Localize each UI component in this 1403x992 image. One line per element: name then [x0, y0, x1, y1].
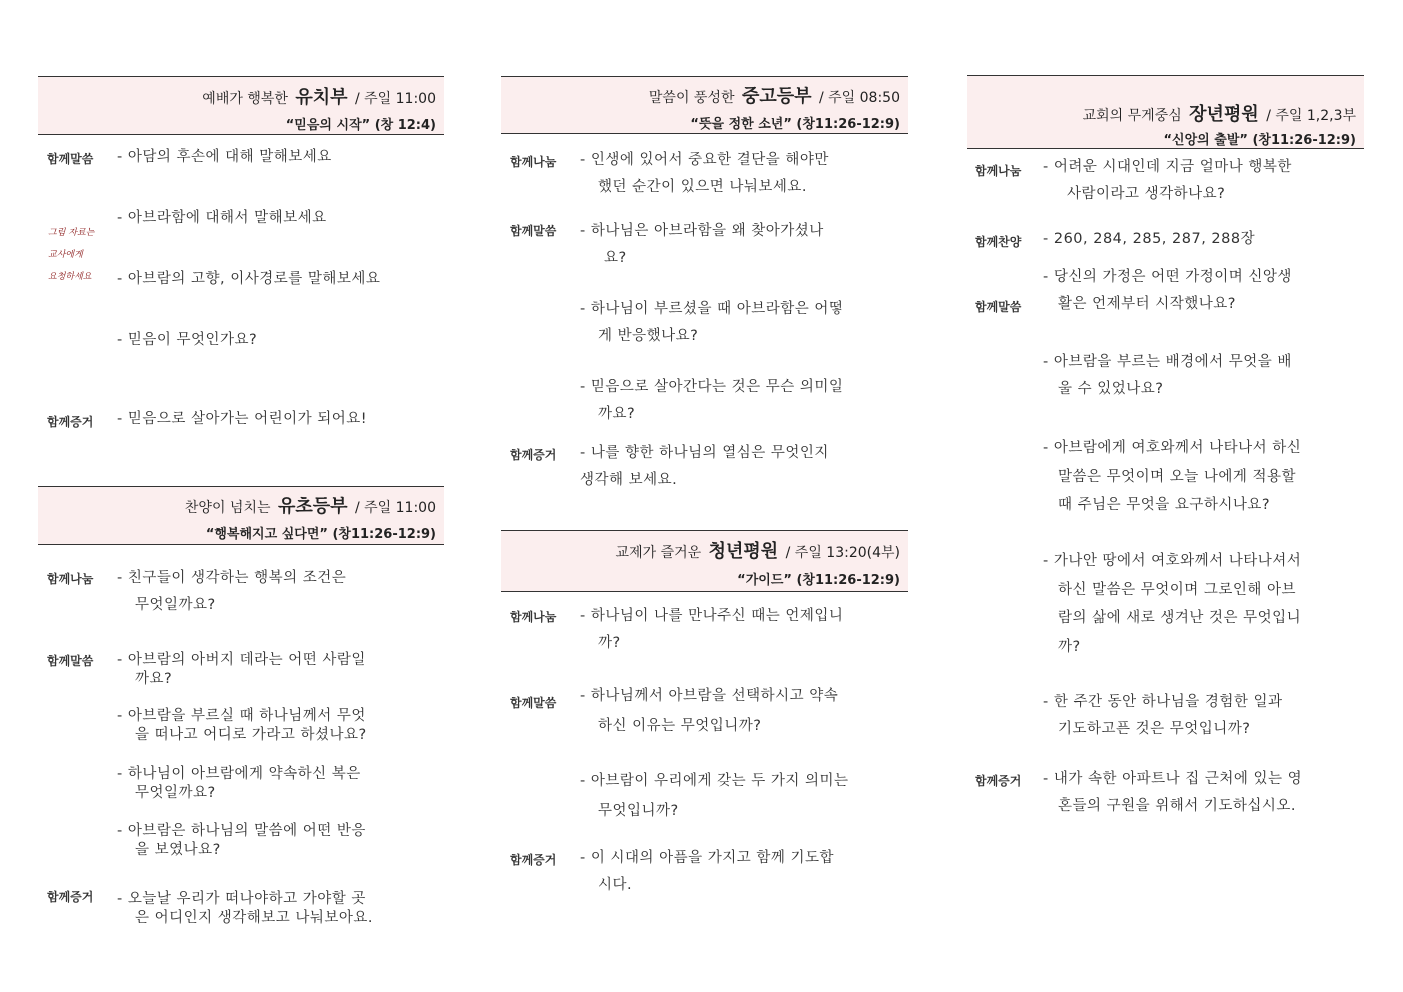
list-item — [580, 218, 824, 272]
dept-name: 장년평원 — [1189, 104, 1259, 125]
text-line: - 오늘날 우리가 떠나야하고 가야할 곳 — [117, 891, 366, 907]
lesson-theme: “뜻을 정한 소년” (창11:26-12:9) — [690, 117, 900, 132]
text-line: - 한 주간 동안 하나님을 경험한 일과 — [1043, 694, 1283, 710]
list-item — [117, 822, 366, 860]
list-item — [580, 681, 838, 741]
text-line: 까? — [1058, 638, 1081, 655]
text-line: - 아브람을 부르실 때 하나님께서 무엇 — [117, 708, 366, 724]
text-line: - 가나안 땅에서 여호와께서 나타나셔서 — [1043, 553, 1302, 569]
list-item — [117, 765, 361, 803]
text-line: 하신 말씀은 무엇이며 그로인해 아브 — [1058, 581, 1297, 598]
text-line: 혼들의 구원을 위해서 기도하십시오. — [1058, 798, 1297, 814]
youth-header — [501, 76, 908, 134]
text-line: 하신 이유는 무엇입니까? — [598, 718, 762, 734]
list-item — [580, 374, 843, 428]
list-item — [1043, 547, 1301, 661]
text-line: - 아브람을 부르는 배경에서 무엇을 배 — [1043, 354, 1292, 370]
service-time: / 주일 11:00 — [354, 91, 436, 107]
service-time: / 주일 1,2,3부 — [1266, 108, 1356, 124]
share-text — [580, 603, 843, 657]
text-line: 생각해 보세요. — [580, 472, 678, 488]
adult-header — [967, 75, 1364, 149]
adult-title — [1083, 100, 1356, 126]
share-text — [117, 565, 346, 619]
elem-title — [185, 492, 436, 518]
witness-text: - 믿음으로 살아가는 어린이가 되어요! — [117, 411, 368, 427]
label-witness: 함께증거 — [510, 853, 557, 867]
text-line: 은 어디인지 생각해보고 나눠보아요. — [135, 910, 374, 926]
elem-header — [38, 486, 444, 545]
text-line: - 아브람의 아버지 데라는 어떤 사람일 — [117, 652, 366, 668]
text-line: 까요? — [598, 406, 636, 422]
text-line: 게 반응했나요? — [598, 328, 699, 344]
text-line: 을 떠나고 어디로 가라고 하셨나요? — [135, 727, 367, 743]
lesson-theme: “신앙의 출발” (창11:26-12:9) — [1163, 133, 1356, 148]
service-time: / 주일 08:50 — [818, 90, 900, 106]
text-line: 무엇일까요? — [135, 597, 216, 613]
label-word: 함께말씀 — [510, 696, 557, 710]
text-line: - 어려운 시대인데 지금 얼마나 행복한 — [1043, 159, 1292, 175]
note-line: 교사에게 — [48, 250, 83, 260]
label-witness: 함께증거 — [47, 415, 94, 429]
dept-prefix: 예배가 행복한 — [202, 91, 288, 107]
list-item — [117, 651, 366, 689]
text-line: - 하나님께서 아브람을 선택하시고 약속 — [580, 688, 839, 704]
text-line: 했던 순간이 있으면 나눠보세요. — [598, 179, 808, 195]
text-line: - 하나님이 부르셨을 때 아브라함은 어떻 — [580, 301, 844, 317]
text-line: 사람이라고 생각하나요? — [1067, 186, 1226, 202]
witness-text — [580, 845, 834, 899]
text-line: 요? — [604, 250, 627, 266]
young-title — [616, 537, 900, 563]
text-line: 때 주님은 무엇을 요구하시나요? — [1058, 497, 1271, 513]
share-text — [1043, 154, 1292, 208]
text-line: - 하나님은 아브라함을 왜 찾아가셨나 — [580, 223, 824, 239]
text-line: 까요? — [135, 671, 173, 687]
dept-name: 유치부 — [295, 87, 348, 108]
text-line: - 이 시대의 아픔을 가지고 함께 기도합 — [580, 850, 834, 866]
lesson-theme: “믿음의 시작” (창 12:4) — [285, 118, 436, 133]
label-word: 함께말씀 — [47, 654, 94, 668]
list-item: - 아브라함에 대해서 말해보세요 — [117, 210, 327, 226]
dept-name: 중고등부 — [741, 86, 812, 107]
text-line: - 아브람이 우리에게 갖는 두 가지 의미는 — [580, 773, 849, 789]
lesson-theme: “가이드” (창11:26-12:9) — [737, 573, 900, 588]
kinder-title — [202, 83, 436, 109]
dept-prefix: 찬양이 넘치는 — [184, 500, 271, 516]
dept-name: 유초등부 — [277, 496, 348, 517]
note-line: 요청하세요 — [48, 272, 92, 282]
text-line: 까? — [598, 635, 621, 651]
label-praise: 함께찬양 — [975, 235, 1022, 249]
text-line: - 당신의 가정은 어떤 가정이며 신앙생 — [1043, 269, 1292, 285]
share-text — [580, 147, 829, 201]
text-line: - 아브람에게 여호와께서 나타나서 하신 — [1043, 440, 1302, 456]
witness-text — [580, 440, 829, 494]
text-line: 람의 삶에 새로 생겨난 것은 무엇입니 — [1058, 610, 1302, 626]
label-word: 함께말씀 — [975, 300, 1022, 314]
list-item — [1043, 434, 1301, 520]
text-line: - 친구들이 생각하는 행복의 조건은 — [117, 570, 347, 586]
kinder-header — [38, 76, 444, 135]
text-line: 을 보였나요? — [135, 842, 221, 858]
label-share: 함께나눔 — [47, 572, 94, 586]
text-line: 시다. — [598, 877, 633, 893]
label-witness: 함께증거 — [975, 774, 1022, 788]
label-share: 함께나눔 — [975, 164, 1022, 178]
service-time: / 주일 13:20(4부) — [785, 545, 900, 561]
list-item — [580, 296, 843, 350]
list-item — [1043, 689, 1282, 743]
dept-name: 청년평원 — [708, 541, 779, 562]
witness-text — [1043, 766, 1302, 820]
list-item: - 믿음이 무엇인가요? — [117, 332, 258, 348]
service-time: / 주일 11:00 — [354, 500, 436, 516]
text-line: - 인생에 있어서 중요한 결단을 해야만 — [580, 152, 829, 168]
dept-prefix: 교제가 즐거운 — [615, 545, 702, 561]
list-item — [1043, 264, 1292, 318]
dept-prefix: 교회의 무게중심 — [1082, 108, 1182, 124]
note-line: 그림 자료는 — [48, 228, 95, 238]
lesson-theme: “행복해지고 싶다면” (창11:26-12:9) — [205, 527, 436, 542]
text-line: - 아브람은 하나님의 말씀에 어떤 반응 — [117, 823, 366, 839]
witness-text — [117, 890, 373, 928]
list-item — [1043, 349, 1292, 403]
youth-title — [649, 82, 900, 108]
text-line: 활은 언제부터 시작했나요? — [1058, 296, 1236, 312]
text-line: - 나를 향한 하나님의 열심은 무엇인지 — [580, 445, 829, 461]
text-line: 기도하고픈 것은 무엇입니까? — [1058, 721, 1251, 737]
young-header — [501, 530, 908, 592]
text-line: 울 수 있었나요? — [1058, 381, 1164, 397]
list-item — [580, 766, 849, 826]
label-word: 함께말씀 — [510, 224, 557, 238]
note-picture-material — [48, 222, 94, 288]
text-line: - 하나님이 나를 만나주신 때는 언제입니 — [580, 608, 844, 624]
label-witness: 함께증거 — [510, 448, 557, 462]
list-item — [117, 707, 367, 745]
text-line: - 믿음으로 살아간다는 것은 무슨 의미일 — [580, 379, 844, 395]
label-witness: 함께증거 — [47, 890, 94, 904]
text-line: 말씀은 무엇이며 오늘 나에게 적용할 — [1058, 468, 1297, 485]
text-line: - 하나님이 아브람에게 약속하신 복은 — [117, 766, 361, 782]
list-item: - 아브람의 고향, 이사경로를 말해보세요 — [117, 271, 381, 287]
list-item: - 아담의 후손에 대해 말해보세요 — [117, 149, 332, 165]
label-share-word: 함께말씀 — [47, 152, 94, 166]
dept-prefix: 말씀이 풍성한 — [648, 90, 735, 106]
text-line: 무엇입니까? — [598, 803, 679, 819]
label-share: 함께나눔 — [510, 610, 557, 624]
label-share: 함께나눔 — [510, 155, 557, 169]
praise-text: - 260, 284, 285, 287, 288장 — [1043, 231, 1256, 247]
text-line: 무엇일까요? — [135, 785, 216, 801]
text-line: - 내가 속한 아파트나 집 근처에 있는 영 — [1043, 771, 1303, 787]
